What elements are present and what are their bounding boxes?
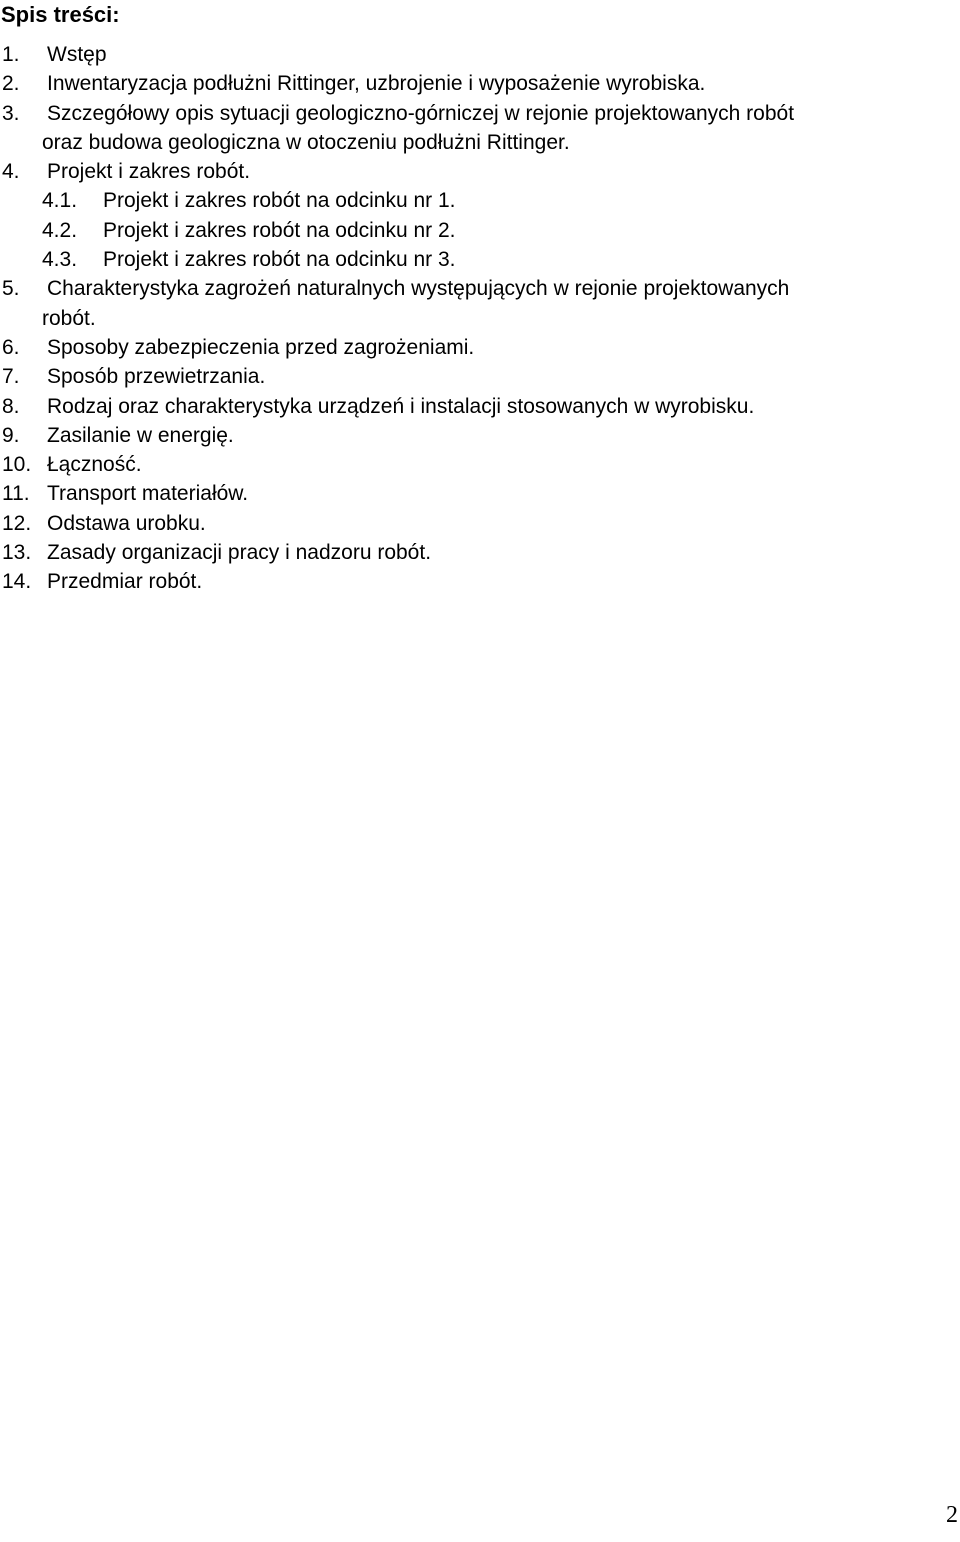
toc-entry-number: 14. — [2, 570, 32, 594]
toc-entry-number: 5. — [2, 277, 20, 301]
toc-entry-number: 9. — [2, 423, 20, 447]
toc-subentry — [0, 186, 960, 215]
toc-entry-text: Łączność. — [47, 453, 142, 477]
toc-entry-number: 10. — [2, 453, 32, 477]
page-number: 2 — [946, 1502, 958, 1528]
toc-entry-text: Sposób przewietrzania. — [47, 365, 266, 389]
toc-title: Spis treści: — [1, 2, 120, 27]
toc-entry-continuation — [0, 128, 960, 157]
toc-entry-text: Szczegółowy opis sytuacji geologiczno-górniczej w rejonie projektowanych robót — [47, 101, 795, 125]
toc-entry-number: 11. — [2, 482, 30, 506]
toc-entry-number: 1. — [2, 43, 20, 66]
toc-entry-text: Transport materiałów. — [47, 482, 249, 506]
toc-entry — [0, 333, 960, 362]
toc-entry-number: 4.3. — [42, 248, 78, 272]
toc-entry — [0, 157, 960, 186]
toc-entry — [0, 479, 960, 508]
toc-entry — [0, 538, 960, 567]
toc-entry — [0, 567, 960, 596]
toc-entry-number: 6. — [2, 335, 20, 359]
toc-entry — [0, 40, 960, 69]
toc-subentry — [0, 245, 960, 274]
toc-entry-text: Projekt i zakres robót na odcinku nr 3. — [103, 248, 456, 272]
toc-entry — [0, 69, 960, 98]
toc-entry-number: 2. — [2, 72, 20, 96]
toc-entry-text: Charakterystyka zagrożeń naturalnych występujących w rejonie projektowanych — [47, 277, 790, 301]
toc-entry — [0, 421, 960, 450]
toc-entry — [0, 509, 960, 538]
toc-entry-number: 8. — [2, 394, 20, 418]
toc-entry — [0, 450, 960, 479]
toc-entry-text: Odstawa urobku. — [47, 511, 206, 535]
toc-entry-continuation — [0, 304, 960, 333]
toc-entry-number: 4.1. — [42, 189, 78, 213]
toc-entry-number: 13. — [2, 541, 32, 565]
toc-entry-text: Przedmiar robót. — [47, 570, 203, 594]
toc-entry-text: Projekt i zakres robót. — [47, 160, 251, 184]
toc-entry — [0, 274, 960, 303]
toc-entry-text: Zasilanie w energię. — [47, 423, 234, 447]
table-of-contents — [0, 40, 960, 597]
toc-entry-number: 7. — [2, 365, 20, 389]
toc-entry-number: 3. — [2, 101, 20, 125]
toc-subentry — [0, 216, 960, 245]
toc-entry-number: 12. — [2, 511, 32, 535]
toc-entry-text: Sposoby zabezpieczenia przed zagrożeniami. — [47, 335, 475, 359]
toc-entry-text: Projekt i zakres robót na odcinku nr 2. — [103, 218, 456, 242]
toc-entry-text: Zasady organizacji pracy i nadzoru robót. — [47, 541, 432, 565]
toc-entry-text: Inwentaryzacja podłużni Rittinger, uzbrojenie i wyposażenie wyrobiska. — [47, 72, 706, 96]
toc-entry — [0, 362, 960, 391]
toc-entry — [0, 99, 960, 128]
toc-entry-text: robót. — [42, 306, 96, 330]
toc-entry-number: 4. — [2, 160, 20, 184]
toc-entry-text: Projekt i zakres robót na odcinku nr 1. — [103, 189, 456, 213]
toc-entry-text: Rodzaj oraz charakterystyka urządzeń i instalacji stosowanych w wyrobisku. — [47, 394, 755, 418]
toc-entry-number: 4.2. — [42, 218, 78, 242]
toc-entry — [0, 392, 960, 421]
toc-entry-text: oraz budowa geologiczna w otoczeniu podłużni Rittinger. — [42, 130, 570, 154]
toc-entry-text: Wstęp — [47, 43, 107, 66]
